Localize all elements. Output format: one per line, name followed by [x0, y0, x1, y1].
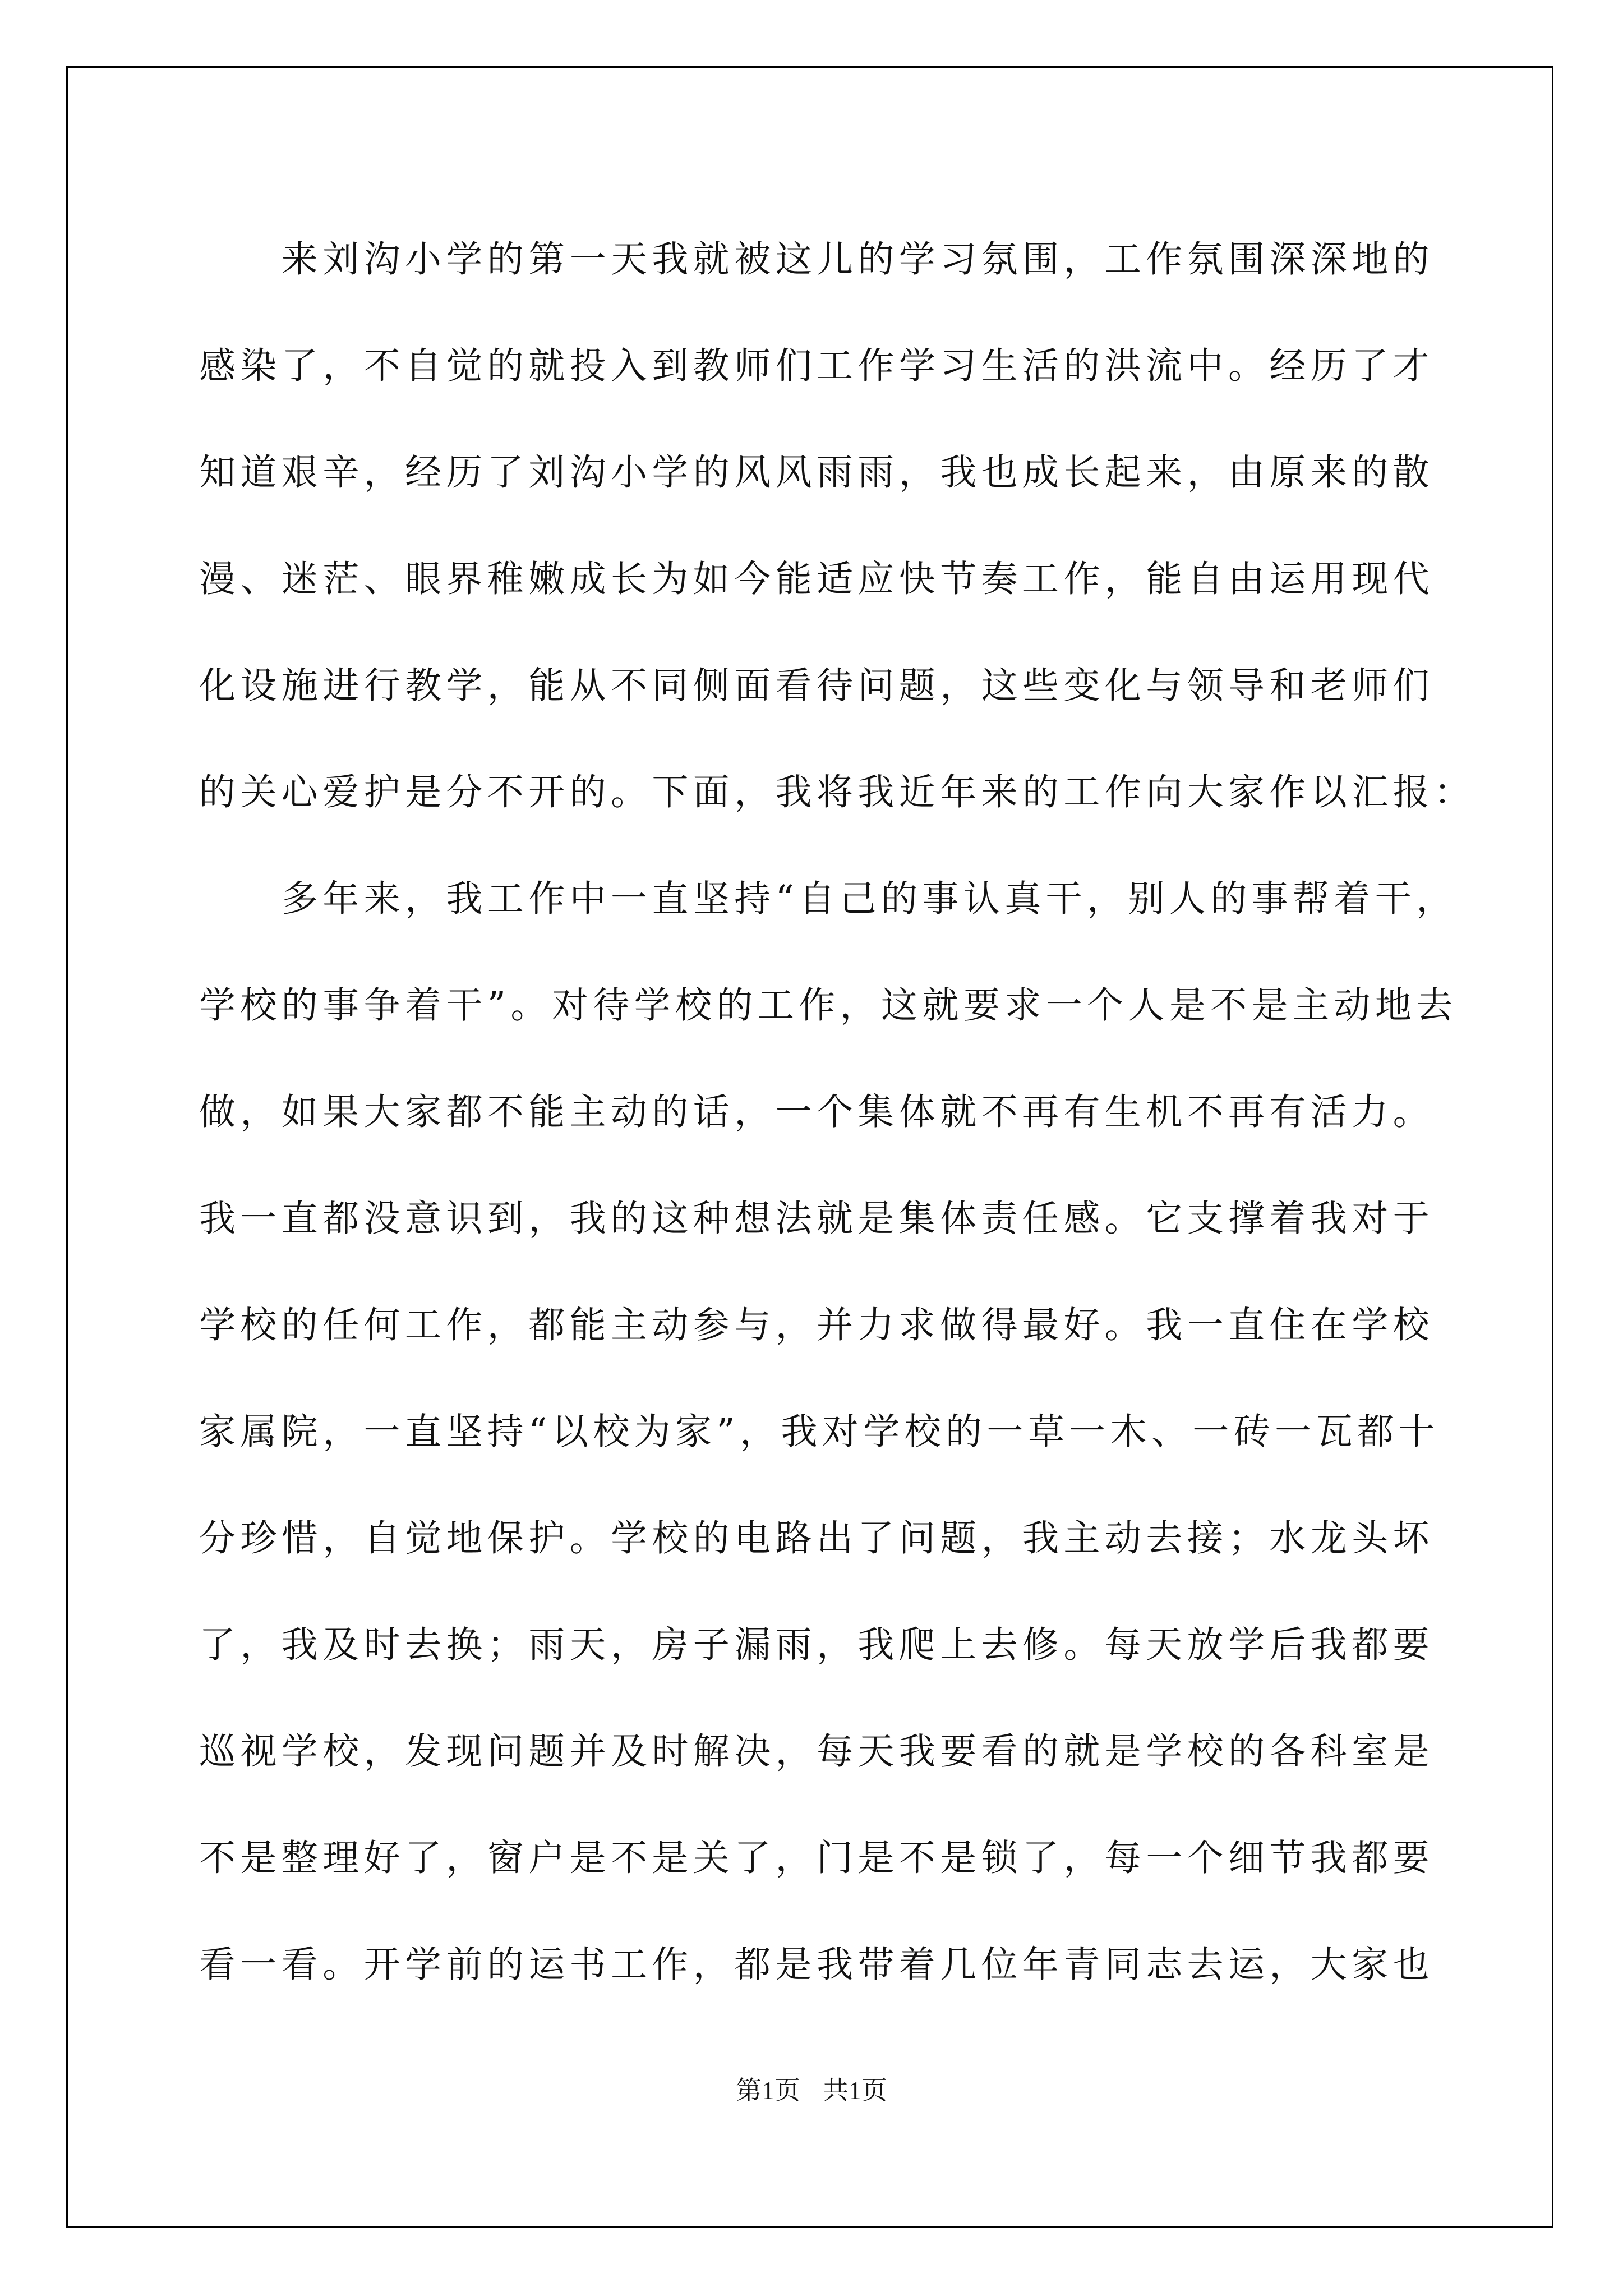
text-line: 看一看。开学前的运书工作，都是我带着几位年青同志去运，大家也	[199, 1944, 1435, 1986]
text-line: 知道艰辛，经历了刘沟小学的风风雨雨，我也成长起来，由原来的散	[199, 452, 1435, 494]
text-line: 分珍惜，自觉地保护。学校的电路出了问题，我主动去接；水龙头坏	[199, 1517, 1435, 1559]
text-line: 多年来，我工作中一直坚持“自己的事认真干，别人的事帮着干，	[199, 878, 1458, 920]
text-line: 不是整理好了，窗户是不是关了，门是不是锁了，每一个细节我都要	[199, 1837, 1435, 1879]
document-body	[199, 206, 1476, 2018]
text-line: 学校的事争着干”。对待学校的工作，这就要求一个人是不是主动地去	[199, 984, 1458, 1027]
text-line: 做，如果大家都不能主动的话，一个集体就不再有生机不再有活力。	[199, 1091, 1435, 1133]
page-number-total: 共1页	[823, 2076, 887, 2105]
text-line: 学校的任何工作，都能主动参与，并力求做得最好。我一直住在学校	[199, 1304, 1435, 1346]
text-line: 来刘沟小学的第一天我就被这儿的学习氛围，工作氛围深深地的	[199, 238, 1435, 280]
page-number-current: 第1页	[736, 2076, 800, 2105]
text-line: 化设施进行教学，能从不同侧面看待问题，这些变化与领导和老师们	[199, 665, 1435, 707]
text-line: 感染了，不自觉的就投入到教师们工作学习生活的洪流中。经历了才	[199, 345, 1435, 387]
text-line: 漫、迷茫、眼界稚嫩成长为如今能适应快节奏工作，能自由运用现代	[199, 558, 1435, 600]
text-line: 我一直都没意识到，我的这种想法就是集体责任感。它支撑着我对于	[199, 1198, 1435, 1240]
text-line: 了，我及时去换；雨天，房子漏雨，我爬上去修。每天放学后我都要	[199, 1624, 1435, 1666]
text-line: 家属院，一直坚持“以校为家”，我对学校的一草一木、一砖一瓦都十	[199, 1411, 1440, 1453]
text-line: 巡视学校，发现问题并及时解决，每天我要看的就是学校的各科室是	[199, 1731, 1435, 1773]
page-footer	[0, 2070, 1623, 2107]
text-line: 的关心爱护是分不开的。下面，我将我近年来的工作向大家作以汇报：	[199, 771, 1476, 813]
